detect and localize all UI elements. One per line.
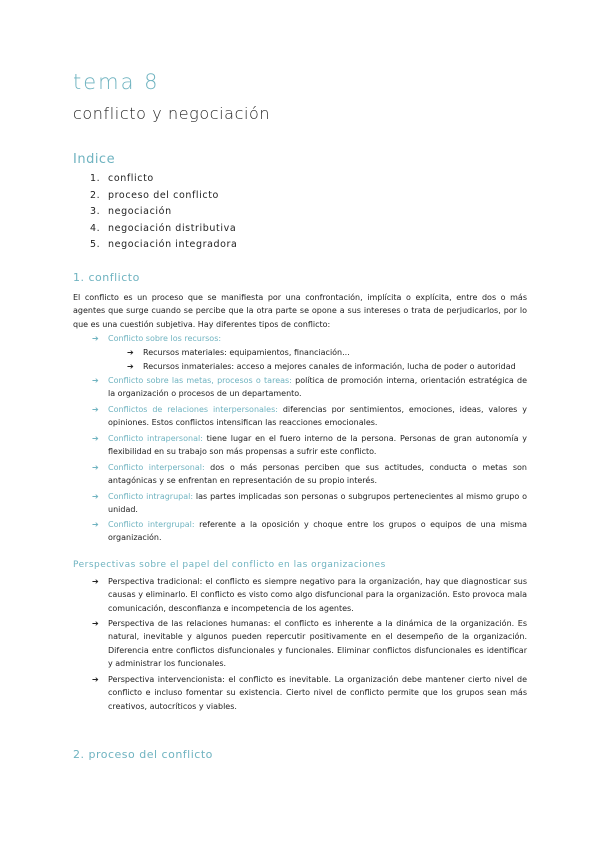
- arrow-icon: ➔: [92, 376, 99, 385]
- table-of-contents: [90, 173, 237, 256]
- toc-item: 2. proceso del conflicto: [90, 189, 219, 201]
- perspective-item-interventionist: ➔ Perspectiva intervencionista: el conflicto es inevitable. La organización debe mantener cierto nivel de conflicto e incluso fomentar su existencia. Cierto nivel de conflicto permite que los grupos sean más creativos, autocríticos y viables.: [92, 675, 527, 711]
- type-item-intrapersonal: ➔ Conflicto intrapersonal: tiene lugar en el fuero interno de la persona. Personas de gran autonomía y flexibilidad en su trabajo son más propensas a sufrir este conflicto.: [92, 434, 527, 457]
- perspective-item-traditional: ➔ Perspectiva tradicional: el conflicto es siempre negativo para la organización, hay que diagnosticar sus causas y eliminarlo. El conflicto es visto como algo disfuncional para la organización. Esto provoca mala comunicación, desconfianza e incompetencia de los agentes.: [92, 577, 527, 613]
- arrow-icon: ➔: [92, 577, 99, 586]
- perspectives-heading: Perspectivas sobre el papel del conflicto en las organizaciones: [73, 560, 386, 570]
- toc-item: 4. negociación distributiva: [90, 222, 237, 234]
- type-item-goals: ➔ Conflicto sobre las metas, procesos o tareas: política de promoción interna, orientación estratégica de la organización o procesos de un departamento.: [92, 376, 527, 399]
- resource-item-material: ➔ Recursos materiales: equipamientos, financiación...: [143, 346, 527, 359]
- arrow-icon: ➔: [92, 463, 99, 472]
- chapter-subtitle: conflicto y negociación: [73, 104, 271, 123]
- type-item-intergroup: ➔ Conflicto intergrupal: referente a la oposición y choque entre los grupos o equipos de una misma organización.: [92, 520, 527, 543]
- section-heading-conflicto: 1. conflicto: [73, 271, 140, 284]
- arrow-icon: ➔: [92, 434, 99, 443]
- toc-item: 3. negociación: [90, 206, 172, 217]
- arrow-icon: ➔: [92, 492, 99, 501]
- type-item-resources: ➔ Conflicto sobre los recursos:: [108, 332, 527, 345]
- section-heading-proceso: 2. proceso del conflicto: [73, 748, 213, 761]
- arrow-icon: ➔: [92, 619, 99, 628]
- type-item-interpersonal: ➔ Conflicto interpersonal: dos o más personas perciben que sus actitudes, conducta o metas son antagónicas y se enfrentan en representación de su propio interés.: [92, 463, 528, 486]
- type-item-intragroup: ➔ Conflicto intragrupal: las partes implicadas son personas o subgrupos pertenecientes al mismo grupo o unidad.: [92, 492, 527, 515]
- arrow-icon: ➔: [127, 348, 134, 357]
- conflict-intro-paragraph: El conflicto es un proceso que se manifiesta por una confrontación, implícita o explícita, entre dos o más agentes que surge cuando se percibe que la otra parte se opone a sus intereses o trata de perjudicarlos, por lo que es una cuestión subjetiva. Hay diferentes tipos de conflicto:: [73, 293, 527, 329]
- perspective-item-human-relations: ➔ Perspectiva de las relaciones humanas: el conflicto es inherente a la dinámica de la organización. Es natural, inevitable y algunos pueden repercutir positivamente en el desempeño de la organización. Diferencia entre conflictos disfuncionales y funcionales. Eliminar conflictos disfuncionales es identificar y administrar los funcionales.: [92, 619, 527, 669]
- arrow-icon: ➔: [92, 520, 99, 529]
- index-heading: Indice: [73, 152, 116, 167]
- arrow-icon: ➔: [92, 675, 99, 684]
- type-item-interpersonal-relations: ➔ Conflictos de relaciones interpersonales: diferencias por sentimientos, emociones, ideas, valores y opiniones. Estos conflictos intensifican las reacciones emocionales.: [92, 405, 527, 428]
- resource-item-immaterial: ➔ Recursos inmateriales: acceso a mejores canales de información, lucha de poder o autoridad: [143, 360, 527, 373]
- toc-item: 1. conflicto: [90, 173, 154, 184]
- arrow-icon: ➔: [127, 362, 134, 371]
- arrow-icon: ➔: [92, 334, 99, 343]
- chapter-title: tema 8: [73, 70, 160, 94]
- arrow-icon: ➔: [92, 405, 99, 414]
- toc-item: 5. negociación integradora: [90, 239, 238, 250]
